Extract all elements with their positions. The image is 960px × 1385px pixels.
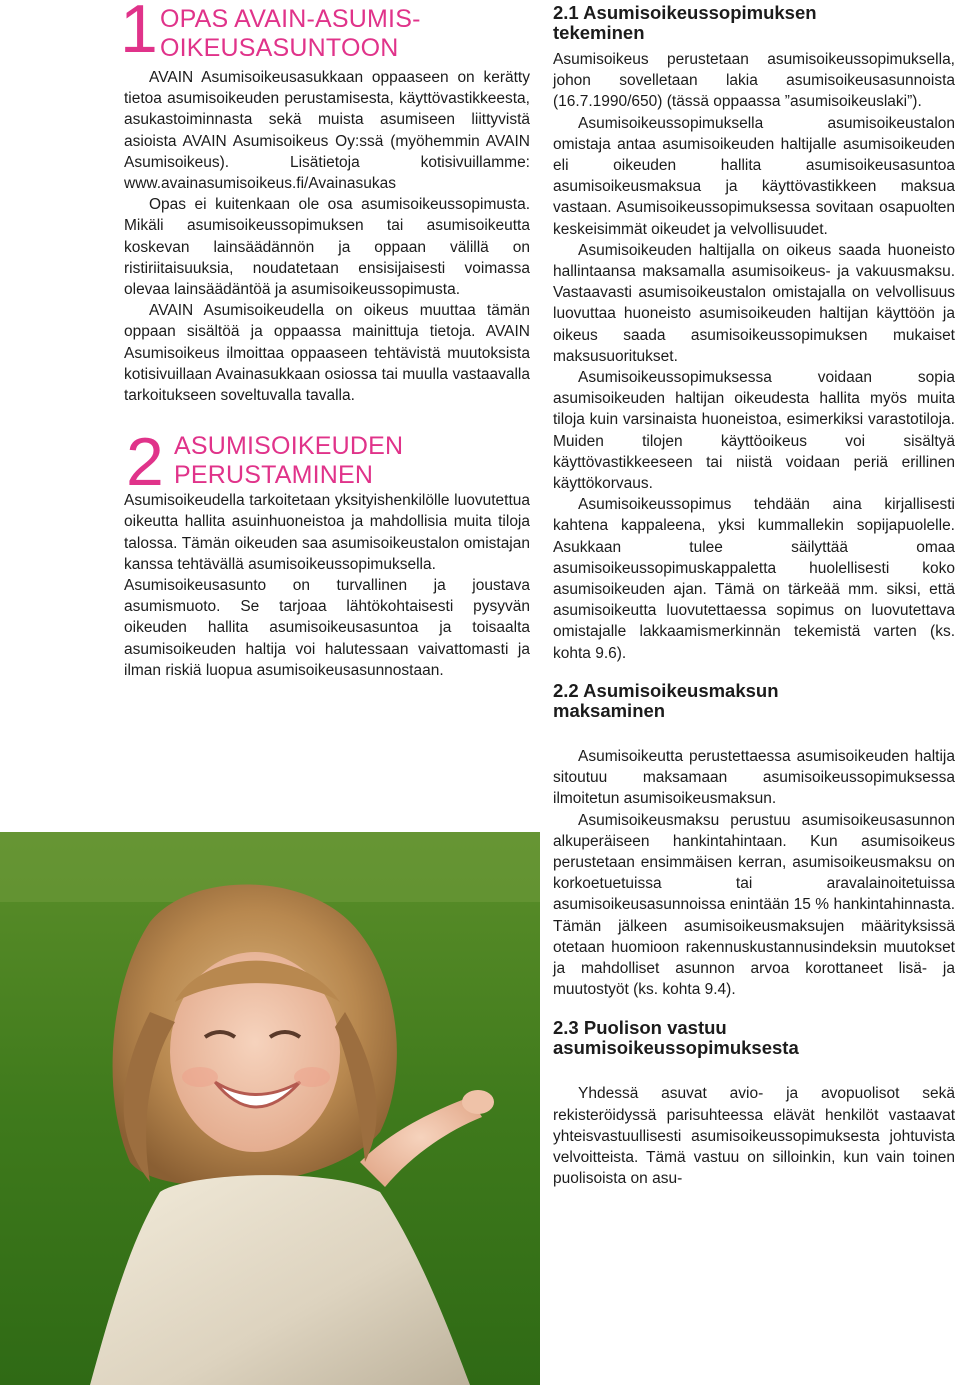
subsection-2-2-title-line2: maksaminen <box>553 699 666 721</box>
subsection-2-1-paragraph: Asumisoikeussopimuksessa voidaan sopia asumisoikeuden haltijan oikeudesta hallita myös muita tiloja kuin varsinaista huoneistoa, esimerkiksi varastotiloja. Muiden tilojen käyttöoikeus voi sisältyä käyttövastikkeeseen tai niistä voidaan periä erillinen käyttökorvaus. <box>553 369 955 493</box>
section-1-title-line2: OIKEUSASUNTOON <box>160 34 399 62</box>
section-2-title-line2: PERUSTAMINEN <box>174 461 374 490</box>
section-1-paragraph: Opas ei kuitenkaan ole osa asumisoikeussopimusta. Mikäli asumisoikeussopimuksen tai asumisoikeutta koskevan lainsäädännön ja oppaan välillä on ristiriitaisuuksia, noudatetaan ensisijaisesti voimassa olevaa lainsäädäntöä ja asumisoikeussopimusta. <box>124 196 530 299</box>
section-2-paragraph: Asumisoikeudella tarkoitetaan yksityishenkilölle luovutettua oikeutta hallita asuinhuoneistoa ja mahdollisia muita tiloja talossa. Tämän oikeuden saa asumisoikeustalon omistajan kanssa tehtävällä asumisoikeussopimuksella. <box>124 492 530 573</box>
photo-illustration <box>0 832 540 1385</box>
section-2-title <box>174 432 403 490</box>
child-running-photo <box>0 832 540 1385</box>
section-1-paragraph: AVAIN Asumisoikeudella on oikeus muuttaa tämän oppaan sisältöä ja oppaassa mainittuja tietoja. AVAIN Asumisoikeus ilmoittaa oppaaseen tehtävistä muutoksista kotisivuillaan Avainasukkaan osiossa tai muulla vastaavalla tarkoitukseen soveltuvalla tavalla. <box>124 302 530 405</box>
subsection-2-2-title-line1: 2.2 Asumisoikeusmaksun <box>553 679 779 701</box>
section-2-paragraph: Asumisoikeusasunto on turvallinen ja joustava asumismuoto. Se tarjoaa lähtökohtaisesti pysyvän oikeuden hallita asumisoikeusasuntoa ja toisaalta asumisoikeuden haltija voi halutessaan vaivattomasti ja ilman riskiä luopua asumisoikeusasunnostaan. <box>124 577 530 679</box>
section-1-paragraph: AVAIN Asumisoikeusasukkaan oppaaseen on kerätty tietoa asumisoikeuden perustamisesta, käyttövastikkeesta, asukastoiminnasta sekä muista asumiseen liittyvistä asioista AVAIN Asumisoikeus Oy:ssä (myöhemmin AVAIN Asumisoikeus). Lisätietoja kotisivuillamme: www.avainasumisoikeus.fi/Avainasukas <box>124 69 530 193</box>
subsection-2-1-paragraph: Asumisoikeus perustetaan asumisoikeussopimuksella, johon sovelletaan lakia asumisoikeusasunnoista (16.7.1990/650) (tässä oppaassa ”asumisoikeuslaki”). <box>553 51 955 111</box>
right-column <box>553 0 955 1189</box>
subsection-2-2-heading <box>553 681 955 721</box>
subsection-2-3-title-line1: 2.3 Puolison vastuu <box>553 1017 727 1039</box>
subsection-2-2-paragraph: Asumisoikeusmaksu perustuu asumisoikeusasunnon alkuperäiseen hankintahintaan. Kun asumisoikeus perustetaan ensimmäisen kerran, asumisoikeusmaksu on korkoetuetuissa tai aravalainoitetuissa asumisoikeusasunnoissa enintään 15 % hankintahinnasta. Tämän jälkeen asumisoikeusmaksujen määrityksissä otetaan huomioon rakennuskustannusindeksin muutokset ja mahdolliset asunnon arvoa korottaneet lisä- ja muutostyöt (ks. kohta 9.4). <box>553 811 955 999</box>
subsection-2-1-paragraph: Asumisoikeussopimuksella asumisoikeustalon omistaja antaa asumisoikeuden haltijalle asumisoikeuden eli oikeuden hallita asumisoikeusasuntoa asumisoikeusmaksua ja käyttövastikkeen maksua vastaan. Asumisoikeussopimuksessa sovitaan osapuolten keskeisimmät oikeudet ja velvollisuudet. <box>553 114 955 238</box>
section-2-heading <box>124 424 530 501</box>
subsection-2-1-title-line1: 2.1 Asumisoikeussopimuksen <box>553 2 817 23</box>
subsection-2-3-paragraph: Yhdessä asuvat avio- ja avopuolisot sekä rekisteröidyssä parisuhteessa elävät henkilöt vastaavat yhteisvastuullisesti asumisoikeussopimuksesta johtuvista velvoitteista. Tämä vastuu on silloinkin, kun vain toinen puolisoista on asu- <box>553 1085 955 1188</box>
section-1-number: 1 <box>120 0 156 67</box>
subsection-2-3-heading <box>553 1018 955 1058</box>
left-cheek <box>182 1067 218 1087</box>
section-1-heading <box>120 0 530 67</box>
subsection-2-1-heading <box>553 3 955 43</box>
subsection-2-2-paragraph: Asumisoikeutta perustettaessa asumisoikeuden haltija sitoutuu maksamaan asumisoikeussopimuksessa ilmoitetun asumisoikeusmaksun. <box>553 747 955 808</box>
section-1-title-line1: OPAS AVAIN-ASUMIS- <box>160 5 421 33</box>
subsection-2-3-title-line2: asumisoikeussopimuksesta <box>553 1037 799 1059</box>
left-column <box>120 0 530 681</box>
section-2-number: 2 <box>126 424 162 501</box>
subsection-2-1-paragraph: Asumisoikeuden haltijalla on oikeus saada huoneisto hallintaansa maksamalla asumisoikeus- ja vakuusmaksu. Vastaavasti asumisoikeustalon omistajalla on velvollisuus luovuttaa huoneisto asumisoikeuden haltijan käyttöön ja oikeus saada asumisoikeussopimuksen mukaiset maksusuoritukset. <box>553 241 955 365</box>
section-1-title <box>160 5 421 63</box>
hand <box>462 1090 494 1114</box>
subsection-2-1-paragraph: Asumisoikeussopimus tehdään aina kirjallisesti kahtena kappaleena, yksi kummallekin sopijapuolelle. Asukkaan tulee säilyttää omaa asumisoikeussopimuskappaletta huolellisesti koko asumisoikeuden ajan. Tämä on tärkeää mm. siksi, että asumisoikeutta luovutettaessa sopimus on luovutettava omistajalle lakkaamismerkinnän tekemistä varten (ks. kohta 9.6). <box>553 496 955 662</box>
subsection-2-1-title-line2: tekeminen <box>553 22 645 43</box>
section-2-title-line1: ASUMISOIKEUDEN <box>174 432 404 461</box>
right-cheek <box>294 1067 330 1087</box>
